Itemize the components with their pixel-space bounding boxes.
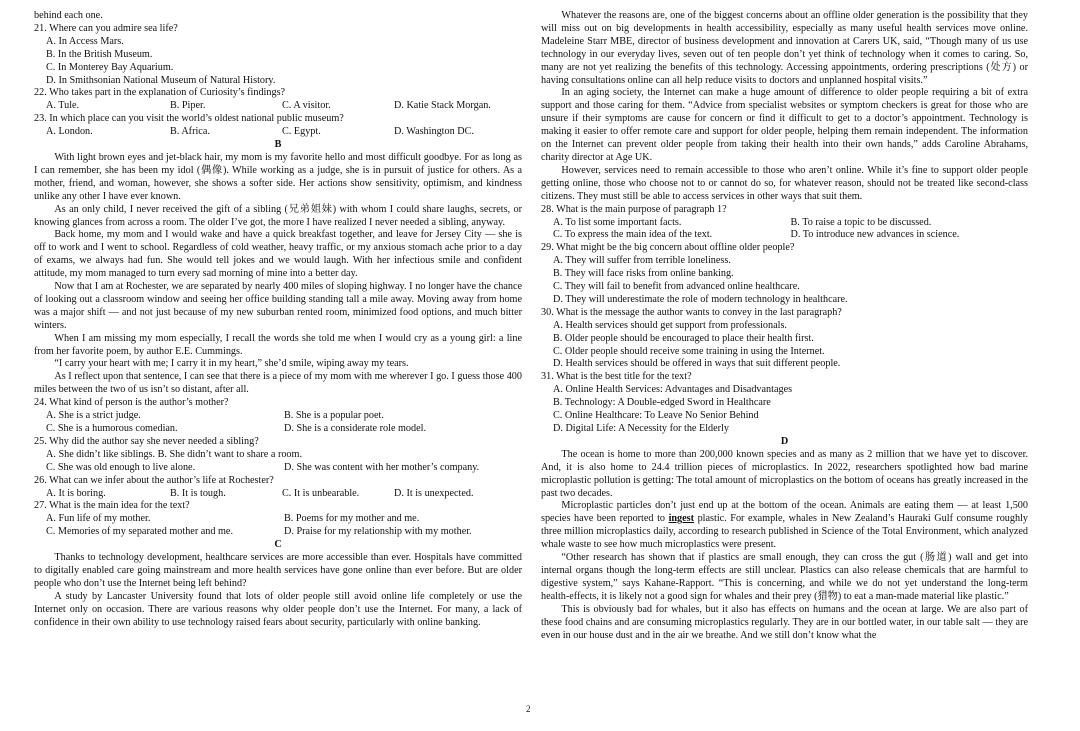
option: A. She is a strict judge. [46,410,141,422]
option: B. Older people should be encouraged to place their health first. [553,332,814,344]
lead-text: behind each one. [34,10,103,21]
option: D. It is unexpected. [394,487,474,499]
option: D. Praise for my relationship with my mother. [284,526,472,538]
paragraph: This is obviously bad for whales, but it also has effects on humans and the ocean at large. We are also part of these food chains and are consuming microplastics regularly. They are in our bottled water, in our table salt — they are even in our house dust and in the air we breathe. And we still don’t know what the [541,603,1028,641]
options-row [553,217,1028,230]
question-27: 27. What is the main idea for the text? [34,500,190,512]
option: B. She is a popular poet. [284,410,384,422]
paragraph: “I carry your heart with me; I carry it in my heart,” she’d smile, wiping away my tears. [54,358,409,370]
paragraph-text: plastic. For example, whales in New Zealand’s Hauraki Gulf consume roughly three million microplastics daily, according to research published in Science of the Total Environment, which analyzed whale waste to see how much microplastics were present. [541,513,1028,551]
options-row [46,410,522,423]
option: A. Health services should get support from professionals. [553,319,787,331]
option: D. To introduce new advances in science. [790,229,960,241]
option: C. In Monterey Bay Aquarium. [46,61,174,73]
option: B. In the British Museum. [46,48,153,60]
option: D. Washington DC. [394,126,474,138]
option: B. They will face risks from online banking. [553,268,734,280]
paragraph: A study by Lancaster University found that lots of older people still avoid online life completely or use the Internet only on occasion. There are various reasons why older people don’t use the Internet. For many, a lack of confidence in their own ability to use technology raised fears about security, particularly with online banking. [34,590,522,628]
option: C. They will fail to benefit from advanced online healthcare. [553,281,800,293]
section-heading-d: D [780,435,789,447]
question-29: 29. What might be the big concern about offline older people? [541,242,795,254]
options-row [46,462,522,475]
option: D. Katie Stack Morgan. [394,100,491,112]
right-column [541,10,1028,642]
paragraph [541,500,1028,552]
option: D. Health services should be offered in ways that suit different people. [553,358,841,370]
option: A. Tule. [46,100,80,112]
option: D. She is a considerate role model. [284,423,427,434]
paragraph: The ocean is home to more than 200,000 known species and as many as 2 million that we have yet to discover. And, it is also home to 24.4 trillion pieces of microplastics. In 2022, researchers spotlighted how bad marine microplastic pollution is getting: The total amount of microplastics on the bottom of oceans has greatly increased in the past two decades. [541,448,1028,499]
option: D. Digital Life: A Necessity for the Elderly [553,423,729,434]
option: D. They will underestimate the role of modern technology in healthcare. [553,293,848,305]
question-24: 24. What kind of person is the author’s mother? [34,397,229,409]
paragraph: Now that I am at Rochester, we are separated by nearly 400 miles of sloping highway. I no longer have the chance of looking out a classroom window and seeing her office building standing tall a mile away. Moving away from home was a major shift — and not just because of my new suburban rented room, minimized food options, and much bitter winters. [34,281,522,331]
question-30: 30. What is the message the author wants to convey in the last paragraph? [541,306,842,318]
option: A. London. [46,126,93,138]
paragraph: “Other research has shown that if plastics are small enough, they can cross the gut (肠道) wall and get into internal organs though the long-term effects are still unclear. Plastics can also release chemicals that are harmful to digestive system,” says Kahane-Rapport. “This is concerning, and while we do not yet understand the long-term health-effects, it is likely not a good sign for whales and their prey (猎物) to eat a man-made material like plastic.” [541,552,1028,602]
option: D. She was content with her mother’s company. [284,461,480,473]
option: B. To raise a topic to be discussed. [790,216,932,228]
option: C. To express the main idea of the text. [553,229,713,241]
paragraph-text: Microplastic particles don’t just end up at the bottom of the ocean. Animals are eating them — at least 1,500 species have been reported to [541,500,1028,525]
option: A. They will suffer from terrible loneliness. [553,255,731,267]
option: C. She is a humorous comedian. [46,423,178,434]
question-28: 28. What is the main purpose of paragraph 1? [541,203,727,215]
option: B. Piper. [170,100,206,112]
paragraph: As an only child, I never received the gift of a sibling (兄弟姐妹) with whom I could share laughs, secrets, or knowing glances from across a room. The older I’ve got, the more I have realized I never needed a sibling, anyway. [34,203,522,228]
left-column [34,10,522,630]
section-heading-b: B [274,139,282,151]
option: C. Memories of my separated mother and me. [46,526,234,538]
question-23: 23. In which place can you visit the world’s oldest national public museum? [34,113,344,125]
options-row [553,229,1028,242]
option: B. Poems for my mother and me. [284,513,420,525]
page-number: 2 [526,704,531,714]
options-row [46,488,522,501]
options-row [46,100,522,113]
options-row [46,526,522,539]
paragraph: Back home, my mom and I would wake and have a quick breakfast together, and leave for Jersey City — she is off to work and I went to school. Regardless of cold weather, heavy traffic, or my anxious stomach ache prior to a day of exams, we always had fun. She would tell jokes and we would laugh. With her infectious smile and confident attitude, my mom managed to turn every sad morning of mine into a better day. [34,229,522,280]
paragraph: As I reflect upon that sentence, I can see that there is a piece of my mom with me wherever I go. I guess those 400 miles between the two of us isn’t so distant, after all. [34,371,522,396]
paragraph: When I am missing my mom especially, I recall the words she told me when I would cry as a young girl: a line from her favorite poem, by author E.E. Cummings. [34,332,522,357]
option: C. A visitor. [282,100,331,112]
question-26: 26. What can we infer about the author’s life at Rochester? [34,474,274,486]
option: C. She was old enough to live alone. [46,461,196,473]
option: A. Fun life of my mother. [46,513,151,525]
option: C. Online Healthcare: To Leave No Senior Behind [553,410,759,422]
paragraph: With light brown eyes and jet-black hair, my mom is my favorite hello and most difficult goodbye. For as long as I can remember, she has been my idol (偶像). While working as a judge, she is in pursuit of justice for others. As a mother, friend, and woman, however, she shows a softer side. Her actions show sensitivity, optimism, and kindness unlike any other I have ever known. [34,151,522,202]
question-21: 21. Where can you admire sea life? [34,22,178,34]
option: C. It is unbearable. [282,487,360,499]
option: A. In Access Mars. [46,35,124,47]
question-31: 31. What is the best title for the text? [541,371,692,383]
option: A. It is boring. [46,487,106,499]
paragraph: In an aging society, the Internet can make a huge amount of difference to older people requiring a bit of extra support and those caring for them. “Advice from specialist websites or symptom checkers is great for those who are unsure if their symptoms are cause for concern or find it difficult to get to a doctor’s appointment. Technology is making it easier to offer remote care and support for older people, helping them remain independent. The information on the Internet can prevent older people from taking their health into their own hands,” adds Caroline Abrahams, charity director at Age UK. [541,87,1028,163]
option: B. Africa. [170,126,210,138]
option: D. In Smithsonian National Museum of Natural History. [46,74,276,86]
option: A. Online Health Services: Advantages and Disadvantages [553,384,793,396]
option: A. She didn’t like siblings. B. She didn’t want to share a room. [46,448,302,460]
section-heading-c: C [274,539,282,551]
options-row [46,126,522,139]
option: A. To list some important facts. [553,216,682,228]
paragraph: Whatever the reasons are, one of the biggest concerns about an offline older generation is the possibility that they will miss out on big developments in health accessibility, especially as many useful health services move online. Madeleine Starr MBE, director of business development and innovation at Carers UK, said, “Though many of us use technology in our everyday lives, seven out of ten people don’t yet think of technology when it comes to caring. So, many are not yet realizing the benefits of this technology. Accessing appointments, ordering prescriptions (处方) or having consultations online can all help reduce visits to doctors and unplanned hospital visits.” [541,10,1028,86]
option: B. It is tough. [170,487,226,499]
options-row [46,423,522,436]
option: C. Older people should receive some training in using the Internet. [553,345,825,357]
underlined-word: ingest [668,513,695,525]
option: C. Egypt. [282,126,321,138]
question-25: 25. Why did the author say she never needed a sibling? [34,435,259,447]
options-row [46,513,522,526]
option: B. Technology: A Double-edged Sword in Healthcare [553,397,771,409]
paragraph: However, services need to remain accessible to those who aren’t online. While it’s fine to support older people getting online, those who choose not to or cannot do so, for whatever reason, should not be treated like second-class citizens. They must still be able to access services in other ways that suit them. [541,164,1028,202]
paragraph: Thanks to technology development, healthcare services are more accessible than ever. Hospitals have committed to digitally enabled care going mainstream and more health services have gone online than ever before. But are older people who don’t use the Internet being left behind? [34,552,522,589]
question-22: 22. Who takes part in the explanation of Curiosity’s findings? [34,87,286,99]
